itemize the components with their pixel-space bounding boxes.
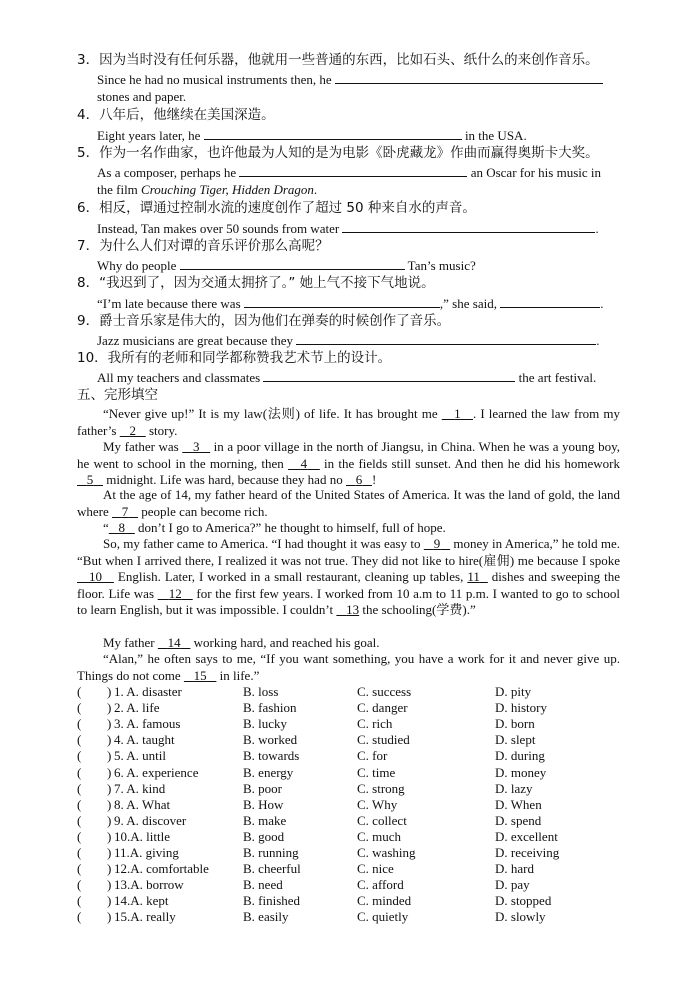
p5-text-a: So, my father came to America. “I had thought it was easy to bbox=[103, 536, 424, 551]
p7-text-a: “Alan,” he often says to me, “If you want something, you have a work for it and never give up. Things do not come bbox=[77, 651, 620, 683]
p3-text-c: people can become rich. bbox=[138, 503, 268, 519]
p5-text-g: the schooling(学费).” bbox=[359, 602, 476, 617]
answer-paren-close[interactable]: ) bbox=[107, 748, 112, 764]
option-c: C. quietly bbox=[357, 909, 409, 925]
q9-answer-blank[interactable] bbox=[296, 332, 596, 345]
q8-chinese: 8．“我迟到了，因为交通太拥挤了。” 她上气不接下气地说。 bbox=[77, 275, 435, 291]
answer-paren-close[interactable]: ) bbox=[107, 845, 112, 860]
option-d: D. slowly bbox=[495, 909, 546, 925]
q5-english-cont bbox=[97, 182, 317, 198]
q7-chinese: 7．为什么人们对谭的音乐评价那么高呢？ bbox=[77, 238, 329, 254]
blank-7[interactable] bbox=[112, 504, 138, 519]
option-a: 12.A. comfortable bbox=[114, 861, 209, 877]
answer-paren-open[interactable]: ( bbox=[77, 684, 82, 699]
option-c: C. nice bbox=[357, 861, 394, 877]
option-b: B. worked bbox=[243, 732, 298, 748]
answer-paren-open[interactable]: ( bbox=[77, 764, 82, 780]
passage-paragraph-6 bbox=[77, 635, 620, 652]
option-c: C. studied bbox=[357, 732, 410, 748]
q9-english bbox=[97, 332, 599, 349]
q6-prefix: Instead, Tan makes over 50 sounds from water bbox=[97, 221, 343, 236]
p1-text-c: . I learned the law from my father’s bbox=[77, 406, 621, 438]
option-c: C. washing bbox=[357, 845, 416, 860]
answer-paren-open[interactable]: ( bbox=[77, 700, 82, 716]
option-d: D. pay bbox=[495, 877, 530, 893]
blank-3-number: 3 bbox=[192, 439, 200, 454]
q5-chinese: 5．作为一名作曲家，也许他最为人知的是为电影《卧虎藏龙》作曲而赢得奥斯卡大奖。 bbox=[77, 145, 599, 161]
answer-paren-open[interactable]: ( bbox=[77, 780, 82, 796]
q6-answer-blank[interactable] bbox=[342, 220, 595, 233]
p2-text-f: ! bbox=[371, 472, 377, 487]
answer-paren-close[interactable]: ) bbox=[107, 861, 112, 877]
blank-5-number: 5 bbox=[86, 472, 94, 487]
blank-8[interactable] bbox=[109, 520, 135, 535]
blank-10[interactable] bbox=[77, 569, 114, 584]
answer-paren-close[interactable]: ) bbox=[107, 764, 112, 780]
q4-english bbox=[97, 127, 527, 144]
q9-chinese: 9．爵士音乐家是伟大的，因为他们在弹奏的时候创作了音乐。 bbox=[77, 313, 451, 329]
option-a: 1. A. disaster bbox=[114, 684, 182, 699]
option-b: B. How bbox=[243, 796, 284, 812]
option-c: C. much bbox=[357, 828, 402, 844]
option-a: 15.A. really bbox=[114, 909, 176, 925]
q3-answer-blank[interactable] bbox=[335, 71, 603, 84]
blank-14[interactable] bbox=[158, 635, 191, 650]
option-a: 4. A. taught bbox=[114, 732, 175, 748]
option-b: B. easily bbox=[243, 909, 289, 925]
blank-8-number: 8 bbox=[118, 520, 126, 535]
section-title: 五、完形填空 bbox=[77, 387, 158, 403]
option-a: 13.A. borrow bbox=[114, 877, 184, 893]
p1-text-d: story. bbox=[145, 422, 178, 438]
blank-11-number: 11 bbox=[467, 569, 480, 584]
answer-paren-open[interactable]: ( bbox=[77, 716, 82, 732]
p2-text-d: in the fields still sunset. And then he did his homework bbox=[319, 455, 621, 471]
p2-text-a: My father was bbox=[103, 439, 183, 454]
option-c: C. danger bbox=[357, 700, 408, 716]
q3-english-cont: stones and paper. bbox=[97, 89, 187, 104]
q5-film-prefix: the film bbox=[97, 182, 142, 197]
q8-prefix: “I’m late because there was bbox=[97, 296, 244, 311]
answer-paren-open[interactable]: ( bbox=[77, 732, 82, 748]
option-a: 3. A. famous bbox=[114, 716, 181, 732]
option-b: B. running bbox=[243, 845, 299, 860]
answer-paren-open[interactable]: ( bbox=[77, 748, 82, 764]
option-a: 5. A. until bbox=[114, 748, 167, 764]
q10-suffix: the art festival. bbox=[515, 370, 597, 385]
q6-english bbox=[97, 220, 599, 237]
answer-paren-close[interactable]: ) bbox=[107, 828, 112, 844]
answer-paren-close[interactable]: ) bbox=[107, 909, 112, 925]
q3-english bbox=[97, 71, 603, 88]
option-b: B. towards bbox=[243, 748, 300, 764]
q4-suffix: in the USA. bbox=[461, 128, 527, 143]
blank-4[interactable] bbox=[288, 456, 320, 471]
q4-answer-blank[interactable] bbox=[204, 127, 462, 140]
answer-paren-open[interactable]: ( bbox=[77, 845, 82, 860]
option-c: C. rich bbox=[357, 716, 393, 732]
blank-9[interactable] bbox=[424, 536, 450, 551]
answer-paren-close[interactable]: ) bbox=[107, 700, 112, 716]
option-b: B. loss bbox=[243, 684, 279, 699]
option-b: B. make bbox=[243, 812, 287, 828]
blank-5[interactable] bbox=[77, 472, 103, 487]
blank-13[interactable] bbox=[336, 602, 359, 617]
passage-paragraph-1 bbox=[77, 406, 620, 439]
blank-2-number: 2 bbox=[129, 422, 136, 438]
answer-paren-close[interactable]: ) bbox=[107, 684, 112, 699]
q7-suffix: Tan’s music? bbox=[404, 258, 476, 273]
q5-film-title: Crouching Tiger, Hidden Dragon bbox=[141, 182, 314, 197]
option-b: B. finished bbox=[243, 893, 301, 909]
p1-text-a: “Never give up!” It is my law(法则) of life. It has brought me bbox=[103, 406, 442, 421]
blank-1-number: 1 bbox=[454, 406, 461, 421]
blank-14-number: 14 bbox=[167, 635, 181, 650]
option-d: D. during bbox=[495, 748, 545, 764]
option-d: D. receiving bbox=[495, 845, 560, 860]
option-c: C. minded bbox=[357, 893, 412, 909]
blank-15[interactable] bbox=[184, 668, 217, 683]
option-c: C. success bbox=[357, 684, 412, 699]
answer-paren-close[interactable]: ) bbox=[107, 893, 112, 909]
blank-4-number: 4 bbox=[300, 455, 308, 471]
option-d: D. excellent bbox=[495, 828, 558, 844]
q8-english bbox=[97, 295, 603, 312]
blank-9-number: 9 bbox=[433, 536, 441, 551]
q6-chinese: 6．相反，谭通过控制水流的速度创作了超过 50 种来自水的声音。 bbox=[77, 200, 476, 216]
option-c: C. collect bbox=[357, 812, 407, 828]
p7-text-c: in life.” bbox=[216, 667, 260, 683]
option-c: C. strong bbox=[357, 780, 405, 796]
option-d: D. spend bbox=[495, 812, 542, 828]
option-d: D. money bbox=[495, 764, 547, 780]
option-b: B. cheerful bbox=[243, 861, 301, 877]
passage-paragraph-7 bbox=[77, 651, 620, 684]
option-d: D. pity bbox=[495, 684, 532, 699]
blank-6-number: 6 bbox=[355, 472, 363, 487]
option-c: C. Why bbox=[357, 796, 398, 812]
q9-prefix: Jazz musicians are great because they bbox=[97, 333, 297, 348]
q7-prefix: Why do people bbox=[97, 258, 180, 273]
option-d: D. When bbox=[495, 796, 542, 812]
option-c: C. time bbox=[357, 764, 396, 780]
option-a: 7. A. kind bbox=[114, 780, 166, 796]
p4-text-a: “ bbox=[103, 520, 109, 535]
answer-paren-open[interactable]: ( bbox=[77, 812, 82, 828]
answer-paren-close[interactable]: ) bbox=[107, 812, 112, 828]
answer-paren-open[interactable]: ( bbox=[77, 861, 82, 877]
q5-prefix: As a composer, perhaps he bbox=[97, 165, 240, 180]
passage-paragraph-3 bbox=[77, 487, 620, 520]
blank-11[interactable] bbox=[467, 569, 488, 584]
answer-paren-open[interactable]: ( bbox=[77, 796, 82, 812]
option-a: 14.A. kept bbox=[114, 893, 169, 909]
q9-suffix: . bbox=[596, 333, 600, 348]
q3-chinese: 3．因为当时没有任何乐器，他就用一些普通的东西，比如石头、纸什么的来创作音乐。 bbox=[77, 52, 599, 68]
q5-answer-blank[interactable] bbox=[239, 164, 467, 177]
p5-text-e: dishes and sweeping the floor. Life was bbox=[77, 569, 620, 601]
answer-paren-close[interactable]: ) bbox=[107, 732, 112, 748]
blank-10-number: 10 bbox=[88, 569, 102, 584]
q4-prefix: Eight years later, he bbox=[97, 128, 204, 143]
p6-text-c: working hard, and reached his goal. bbox=[190, 635, 380, 650]
p4-text-c: don’t I go to America?” he thought to himself, full of hope. bbox=[134, 520, 446, 535]
option-d: D. lazy bbox=[495, 780, 533, 796]
blank-12[interactable] bbox=[158, 586, 193, 601]
option-a: 8. A. What bbox=[114, 796, 171, 812]
q5-english bbox=[97, 164, 601, 181]
option-a: 2. A. life bbox=[114, 700, 160, 716]
answer-paren-open[interactable]: ( bbox=[77, 828, 82, 844]
option-b: B. energy bbox=[243, 764, 294, 780]
blank-13-number: 13 bbox=[346, 602, 360, 617]
option-b: B. lucky bbox=[243, 716, 288, 732]
answer-paren-open[interactable]: ( bbox=[77, 893, 82, 909]
q8-suffix: . bbox=[600, 296, 604, 311]
blank-7-number: 7 bbox=[121, 503, 129, 519]
blank-3[interactable] bbox=[182, 439, 210, 454]
option-b: B. good bbox=[243, 828, 285, 844]
answer-paren-open[interactable]: ( bbox=[77, 877, 82, 893]
option-d: D. hard bbox=[495, 861, 534, 877]
q6-suffix: . bbox=[595, 221, 599, 236]
option-a: 9. A. discover bbox=[114, 812, 187, 828]
q8-answer-blank-1[interactable] bbox=[244, 295, 440, 308]
option-b: B. poor bbox=[243, 780, 282, 796]
option-d: D. born bbox=[495, 716, 535, 732]
p3-text-a: At the age of 14, my father heard of the United States of America. It was the land of gold, the land where bbox=[77, 487, 620, 519]
blank-1[interactable] bbox=[442, 406, 473, 421]
q8-middle: ,” she said, bbox=[439, 296, 501, 311]
option-a: 6. A. experience bbox=[114, 764, 199, 780]
option-d: D. stopped bbox=[495, 893, 552, 909]
answer-paren-close[interactable]: ) bbox=[107, 877, 112, 893]
answer-paren-close[interactable]: ) bbox=[107, 796, 112, 812]
p5-text-c: money in America,” he told me. “But when I arrived there, I realized it was not true. They did not like to hire(雇佣) me because I spoke bbox=[77, 536, 621, 568]
option-b: B. fashion bbox=[243, 700, 297, 716]
q10-chinese: 10．我所有的老师和同学都称赞我艺术节上的设计。 bbox=[77, 350, 392, 366]
q10-english bbox=[97, 369, 596, 386]
passage-paragraph-5 bbox=[77, 536, 620, 619]
q7-answer-blank[interactable] bbox=[180, 257, 405, 270]
q4-chinese: 4．八年后，他继续在美国深造。 bbox=[77, 107, 275, 123]
blank-12-number: 12 bbox=[168, 585, 182, 601]
option-c: C. for bbox=[357, 748, 388, 764]
answer-paren-close[interactable]: ) bbox=[107, 716, 112, 732]
q10-answer-blank[interactable] bbox=[263, 369, 515, 382]
blank-2[interactable] bbox=[120, 423, 146, 438]
option-c: C. afford bbox=[357, 877, 404, 893]
answer-paren-open[interactable]: ( bbox=[77, 909, 82, 925]
option-a: 11.A. giving bbox=[114, 845, 179, 860]
option-d: D. history bbox=[495, 700, 547, 716]
p2-text-c: in a poor village in the north of Jiangsu, in China. When he was a young boy, he went to school in the morning, then bbox=[77, 439, 621, 471]
p6-text-a: My father bbox=[103, 635, 158, 650]
blank-6[interactable] bbox=[346, 472, 372, 487]
q3-prefix: Since he had no musical instruments then, he bbox=[97, 72, 335, 87]
q5-suffix: an Oscar for his music in bbox=[467, 165, 602, 180]
answer-paren-close[interactable]: ) bbox=[107, 780, 112, 796]
p2-text-e: midnight. Life was hard, because they had no bbox=[103, 472, 346, 487]
q7-english bbox=[97, 257, 476, 274]
p5-text-f: for the first few years. I worked from 10 a.m to 11 p.m. I wanted to go to school to learn English, but it was impossible. I couldn’t bbox=[77, 585, 621, 617]
passage-paragraph-4 bbox=[77, 520, 620, 537]
passage-paragraph-2 bbox=[77, 439, 620, 489]
option-b: B. need bbox=[243, 877, 283, 893]
option-a: 10.A. little bbox=[114, 828, 170, 844]
option-d: D. slept bbox=[495, 732, 536, 748]
p5-text-d: English. Later, I worked in a small restaurant, cleaning up tables, bbox=[113, 569, 468, 584]
q10-prefix: All my teachers and classmates bbox=[97, 370, 264, 385]
blank-15-number: 15 bbox=[193, 667, 207, 683]
q5-period: . bbox=[313, 182, 318, 197]
q8-answer-blank-2[interactable] bbox=[500, 295, 600, 308]
